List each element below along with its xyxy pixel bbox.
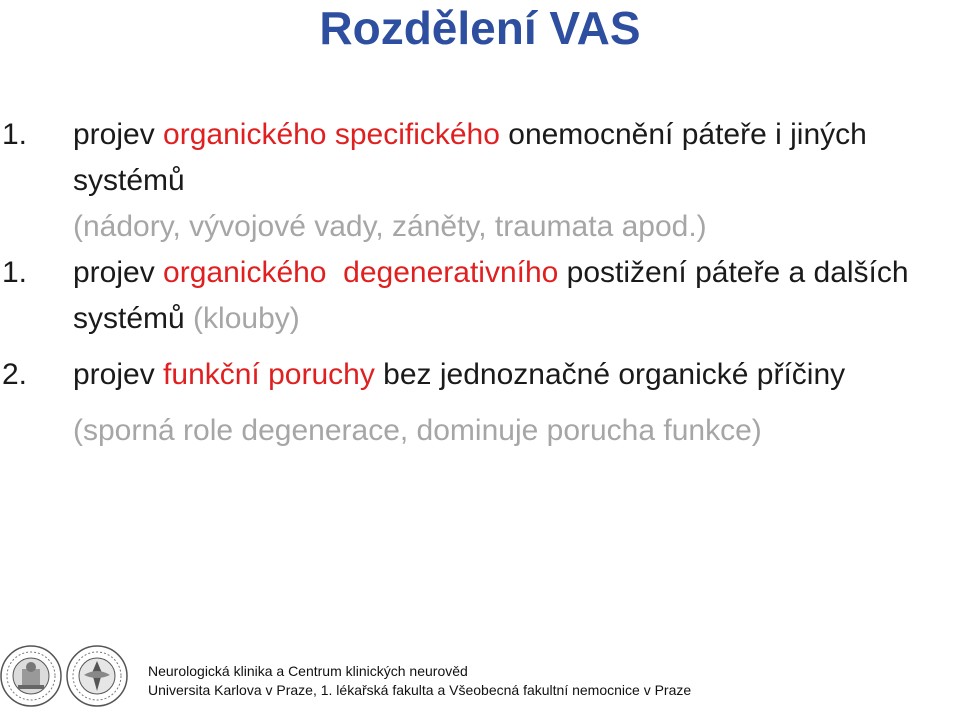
list-item-note: (nádory, vývojové vady, záněty, traumata apod.) — [73, 210, 707, 243]
list-item-text: postižení páteře a dalších systémů — [73, 256, 909, 335]
list-item-number: 1. — [2, 118, 28, 151]
list-item-text: projev — [73, 256, 164, 289]
list-item-text: bez jednoznačné organické příčiny — [374, 358, 846, 391]
list-item-3 — [0, 352, 960, 398]
list-item-1 — [0, 112, 960, 204]
slide-title: Rozdělení VAS — [319, 2, 641, 54]
list-item-text: projev — [73, 118, 164, 151]
list-item-2 — [0, 250, 960, 342]
list-item-highlight: organického specifického — [163, 118, 500, 151]
slide-content — [0, 112, 960, 454]
list-item-highlight: funkční poruchy — [163, 358, 375, 391]
footer-line-2: Universita Karlova v Praze, 1. lékařská fakulta a Všeobecná fakultní nemocnice v Praze — [148, 682, 692, 698]
list-item-text: onemocnění páteře i jiných systémů — [73, 118, 867, 197]
faculty-seal-icon — [66, 645, 128, 707]
footer-line-1: Neurologická klinika a Centrum klinických neurověd — [148, 663, 468, 679]
footer — [0, 643, 960, 715]
list-item-number: 2. — [2, 358, 28, 391]
university-seal-icon — [0, 645, 62, 707]
list-item-highlight: organického degenerativního — [163, 256, 559, 289]
list-item-note: (klouby) — [193, 302, 300, 335]
footer-text — [148, 662, 691, 700]
list-item-text: projev — [73, 358, 164, 391]
list-item-number: 1. — [2, 256, 28, 289]
list-item-note: (sporná role degenerace, dominuje porucha funkce) — [73, 414, 762, 447]
